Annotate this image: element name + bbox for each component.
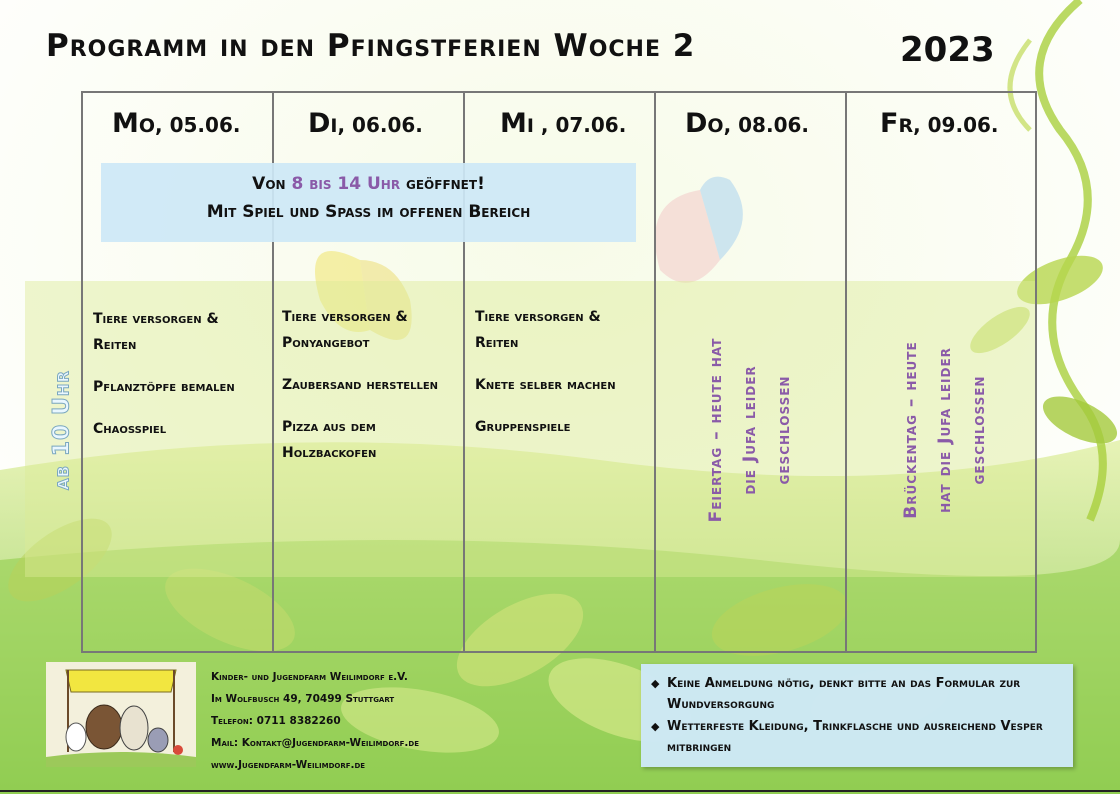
org-website[interactable]: www.Jugendfarm-Weilimdorf.de (211, 759, 366, 771)
activity-item: Tiere versorgen & Ponyangebot (282, 309, 408, 351)
day-header-tuesday: Di, 06.06. (308, 108, 423, 139)
day-header-monday: Mo, 05.06. (112, 108, 241, 139)
note-item: ◆ Keine Anmeldung nötig, denkt bitte an das Formular zur Wundversorgung (651, 673, 1065, 715)
bottom-rule (0, 790, 1120, 792)
activity-item: Pflanztöpfe bemalen (93, 379, 235, 395)
activity-item: Tiere versorgen & Reiten (475, 309, 601, 351)
activity-item: Chaosspiel (93, 421, 167, 437)
activity-item: Gruppenspiele (475, 419, 571, 435)
activity-item: Tiere versorgen & Reiten (93, 311, 219, 353)
activities-wednesday (475, 304, 647, 456)
start-time-label: ab 10 Uhr (49, 370, 75, 490)
note-item: ◆ Wetterfeste Kleidung, Trinkflasche und ausreichend Vesper mitbringen (651, 716, 1065, 758)
closed-note-thursday: Feiertag – heute hat die Jufa leider geschlossen (706, 337, 794, 523)
day-header-friday: Fr, 09.06. (880, 108, 999, 139)
day-header-thursday: Do, 08.06. (685, 108, 809, 139)
org-address: Im Wolfbusch 49, 70499 Stuttgart (211, 693, 395, 705)
year-label: 2023 (900, 30, 995, 70)
farm-logo-illustration (46, 662, 196, 767)
page-title: Programm in den Pfingstferien Woche 2 (46, 28, 696, 64)
activities-tuesday (282, 304, 457, 482)
bullet-icon: ◆ (651, 677, 660, 690)
opening-hours-box: Von 8 bis 14 Uhr geöffnet! Mit Spiel und Spass im offenen Bereich (101, 163, 636, 242)
org-email: Mail: Kontakt@Jugendfarm-Weilimdorf.de (211, 737, 420, 749)
activities-monday (93, 306, 265, 458)
column-divider (845, 91, 847, 653)
notes-box (641, 664, 1073, 767)
org-name: Kinder- und Jugendfarm Weilimdorf e.V. (211, 671, 408, 683)
contact-block (211, 666, 419, 776)
activity-item: Pizza aus dem Holzbackofen (282, 419, 377, 461)
activity-item: Knete selber machen (475, 377, 616, 393)
activity-item: Zaubersand herstellen (282, 377, 439, 393)
day-header-wednesday: Mi , 07.06. (500, 108, 627, 139)
column-divider (654, 91, 656, 653)
closed-note-friday: Brückentag – heute hat die Jufa leider geschlossen (901, 341, 989, 519)
org-phone: Telefon: 0711 8382260 (211, 715, 341, 727)
bullet-icon: ◆ (651, 720, 660, 733)
